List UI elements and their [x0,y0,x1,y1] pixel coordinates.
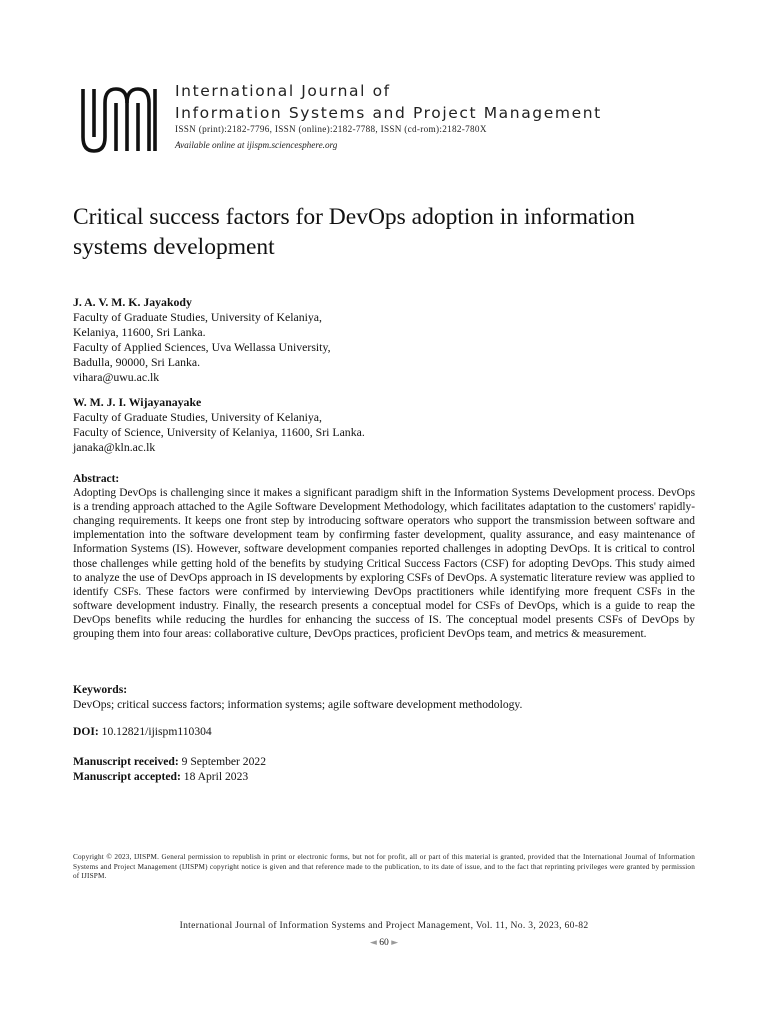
manuscript-received [73,754,266,769]
author-name: J. A. V. M. K. Jayakody [73,295,192,309]
manuscript-dates [73,754,266,784]
journal-name-line-1: International Journal of [175,82,391,100]
right-arrow-icon: ► [391,938,399,948]
ijispm-logo-icon [80,85,158,155]
author-affiliation-line: Badulla, 90000, Sri Lanka. [73,355,201,369]
doi-label: DOI: [73,725,99,738]
available-online-line: Available online at ijispm.sciencesphere.org [175,140,338,150]
journal-name-line-2: Information Systems and Project Management [175,104,602,122]
abstract-text: Adopting DevOps is challenging since it makes a significant paradigm shift in the Information Systems Development process. DevOps is a trending approach attached to the Agile Software Development Methodology, which facilitates adaptation to the customers' rapidly-changing requirements. It keeps one front step by introducing software operators who support the transmission between software and implementation into the software development team by confirming faster development, quality assurance, and easy maintenance of Information Systems (IS). However, software development companies reported challenges in adopting DevOps. It is critical to control those challenges while getting hold of the benefits by studying Critical Success Factors (CSF) for adopting DevOps. This study aimed to analyze the use of DevOps approach in IS developments by exploring CSFs of DevOps. A systematic literature review was applied to identify CSFs. These factors were confirmed by interviewing DevOps practitioners while identifying more frequent CSFs in the software development industry. Finally, the research presents a conceptual model for CSFs of DevOps, which is a guide to reap the DevOps benefits while reducing the hurdles for enhancing the success of IS. The conceptual model presents CSFs of DevOps by grouping them into four areas: collaborative culture, DevOps practices, proficient DevOps team, and metrics & measurement. [73,487,695,641]
author-affiliation-line: Faculty of Applied Sciences, Uva Wellassa University, [73,340,331,354]
copyright-notice: Copyright © 2023, IJISPM. General permission to republish in print or electronic forms, but not for profit, all or part of this material is granted, provided that the International Journal of Information Systems and Project Management (IJISPM) copyright notice is given and that reference made to the publication, to its date of issue, and to the fact that reprinting privileges were granted by permission of IJISPM. [73,853,695,881]
page-number-row [0,937,768,948]
issn-line: ISSN (print):2182-7796, ISSN (online):2182-7788, ISSN (cd-rom):2182-780X [175,124,487,134]
author-affiliation-line: Kelaniya, 11600, Sri Lanka. [73,325,206,339]
author-affiliation-line: Faculty of Science, University of Kelaniya, 11600, Sri Lanka. [73,425,365,439]
author-email: vihara@uwu.ac.lk [73,370,160,384]
doi-value: 10.12821/ijispm110304 [101,725,212,738]
author-affiliation-line: Faculty of Graduate Studies, University of Kelaniya, [73,410,322,424]
doi-line [73,725,212,738]
abstract-section [73,472,695,641]
abstract-label: Abstract: [73,473,120,485]
author-block-1 [73,295,693,385]
footer-citation: International Journal of Information Systems and Project Management, Vol. 11, No. 3, 2023, 60-82 [179,920,589,931]
author-name: W. M. J. I. Wijayanayake [73,395,202,409]
article-title: Critical success factors for DevOps adoption in information systems development [73,204,635,260]
accepted-value: 18 April 2023 [183,770,249,783]
journal-name [175,80,735,124]
keywords-label: Keywords: [73,683,128,696]
author-email: janaka@kln.ac.lk [73,440,156,454]
page-number: 60 [379,937,389,948]
manuscript-accepted [73,769,266,784]
author-block-2 [73,395,693,455]
author-affiliation-line: Faculty of Graduate Studies, University of Kelaniya, [73,310,322,324]
accepted-label: Manuscript accepted: [73,770,181,783]
keywords-section [73,683,695,712]
received-label: Manuscript received: [73,755,179,768]
keywords-text: DevOps; critical success factors; information systems; agile software development methodology. [73,697,523,711]
received-value: 9 September 2022 [181,755,266,768]
left-arrow-icon: ◄ [369,938,377,948]
